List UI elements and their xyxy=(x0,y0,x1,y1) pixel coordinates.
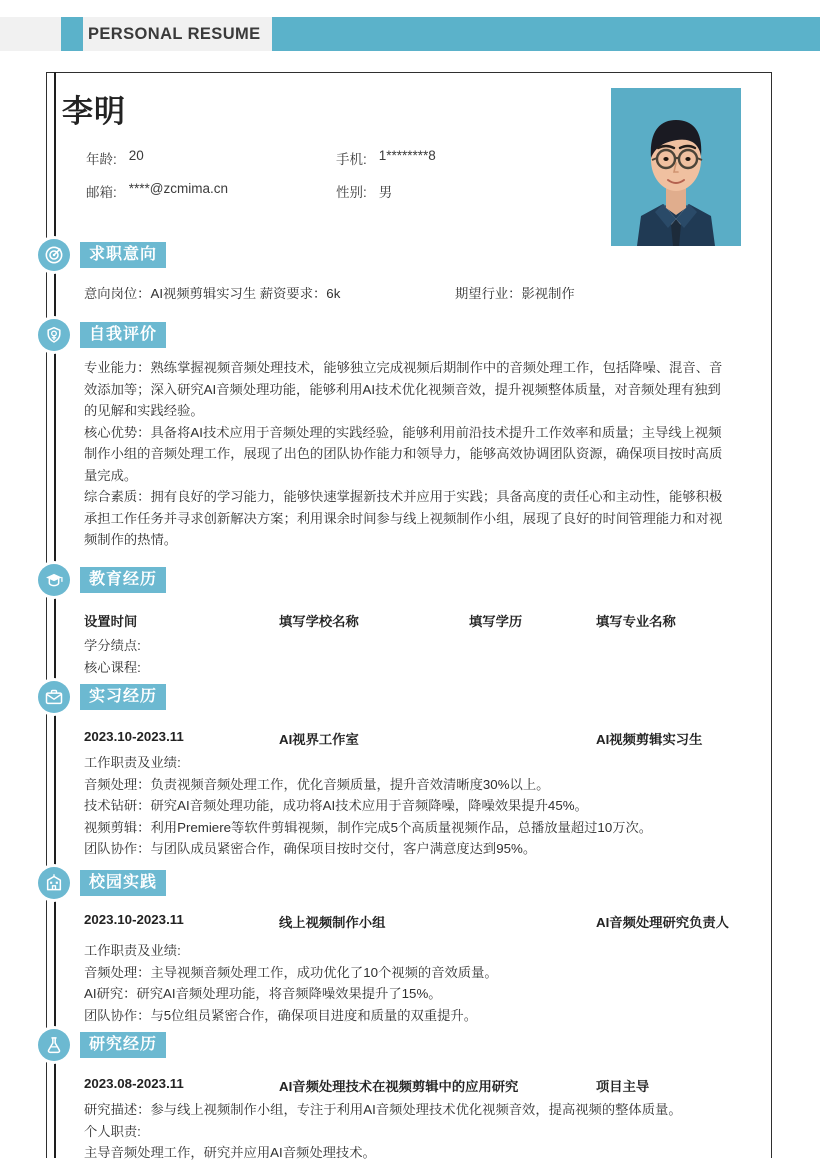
briefcase-icon xyxy=(38,681,70,713)
section-self-evaluation xyxy=(0,319,820,353)
section-title-campus: 校园实践 xyxy=(80,870,166,896)
education-gpa-label: 学分绩点: xyxy=(84,638,141,653)
contact-value: 男 xyxy=(378,185,393,200)
self-evaluation-paragraph: 综合素质：拥有良好的学习能力，能够快速掌握新技术并应用于实践；具备高度的责任心和主动性，能够积极承担工作任务并寻求创新解决方案；利用课余时间参与线上视频制作小组，展现了良好的时间管理能力和对视频制作的热情。 xyxy=(84,489,723,547)
graduation-cap-icon xyxy=(38,564,70,596)
internship-period: 2023.10-2023.11 xyxy=(84,729,184,744)
section-title-self-evaluation: 自我评价 xyxy=(80,322,166,348)
section-title-education: 教育经历 xyxy=(80,567,166,593)
contact-field-age xyxy=(86,148,336,168)
banner-accent-right xyxy=(272,17,820,51)
section-research xyxy=(0,1029,820,1063)
education-column-major: 填写专业名称 xyxy=(596,614,676,629)
top-banner xyxy=(0,17,820,51)
section-campus xyxy=(0,867,820,901)
objective-line-left: 意向岗位：AI视频剪辑实习生 薪资要求：6k xyxy=(84,286,341,301)
self-evaluation-paragraph: 核心优势：具备将AI技术应用于音频处理的实践经验，能够利用前沿技术提升工作效率和质量；主导线上视频制作小组的音频处理工作，展现了出色的团队协作能力和领导力，能够高效协调团队资源，确保项目按时高质量完成。 xyxy=(84,424,723,483)
internship-line: 技术钻研：研究AI音频处理功能，成功将AI技术应用于音频降噪，降噪效果提升45%。 xyxy=(84,798,588,813)
internship-line: 视频剪辑：利用Premiere等软件剪辑视频，制作完成5个高质量视频作品，总播放量超过10万次。 xyxy=(84,819,653,835)
research-role: 项目主导 xyxy=(596,1079,650,1094)
contact-field-gender xyxy=(336,181,392,201)
school-building-icon xyxy=(38,867,70,899)
campus-entry-header xyxy=(84,912,736,932)
research-org: AI音频处理技术在视频剪辑中的应用研究 xyxy=(279,1079,519,1094)
contact-row xyxy=(86,181,556,201)
campus-role: AI音频处理研究负责人 xyxy=(596,915,729,930)
contact-label: 邮箱: xyxy=(86,185,117,200)
campus-line: AI研究：研究AI音频处理功能，将音频降噪效果提升了15%。 xyxy=(84,986,442,1001)
section-title-research: 研究经历 xyxy=(80,1032,166,1058)
section-objective xyxy=(0,239,820,273)
research-body xyxy=(84,1099,732,1164)
internship-body xyxy=(84,752,732,860)
objective-line-right: 期望行业：影视制作 xyxy=(455,286,575,301)
campus-org: 线上视频制作小组 xyxy=(279,915,386,930)
section-internship xyxy=(0,681,820,715)
contact-label: 手机: xyxy=(336,152,367,167)
education-column-degree: 填写学历 xyxy=(469,614,523,629)
internship-entry-header xyxy=(84,729,736,749)
education-column-school: 填写学校名称 xyxy=(279,614,359,629)
contact-info xyxy=(86,148,556,214)
banner-title: PERSONAL RESUME xyxy=(88,25,261,43)
education-column-time: 设置时间 xyxy=(84,614,138,629)
research-line: 个人职责: xyxy=(84,1123,141,1139)
self-evaluation-paragraph: 专业能力：熟练掌握视频音频处理技术，能够独立完成视频后期制作中的音频处理工作，包括降噪、混音、音效添加等；深入研究AI音频处理功能，能够利用AI技术优化视频音效，提升视频整体质量，对音频处理有独到的见解和实践经验。 xyxy=(84,360,723,418)
self-evaluation-body xyxy=(84,357,732,551)
campus-line: 音频处理：主导视频音频处理工作，成功优化了10个视频的音效质量。 xyxy=(84,964,498,980)
contact-field-phone xyxy=(336,148,436,168)
section-title-objective: 求职意向 xyxy=(80,242,166,268)
page-title: 李明 xyxy=(62,94,126,129)
section-education xyxy=(0,564,820,598)
research-line: 研究描述：参与线上视频制作小组，专注于利用AI音频处理技术优化视频音效，提高视频的整体质量。 xyxy=(84,1102,682,1117)
contact-row xyxy=(86,148,556,168)
internship-line: 工作职责及业绩: xyxy=(84,755,181,770)
contact-value: ****@zcmima.cn xyxy=(128,181,228,196)
internship-org: AI视界工作室 xyxy=(279,732,359,747)
banner-accent-left xyxy=(61,17,83,51)
internship-line: 团队协作：与团队成员紧密合作，确保项目按时交付，客户满意度达到95%。 xyxy=(84,841,537,856)
education-table-header xyxy=(84,611,736,631)
research-entry-header xyxy=(84,1076,736,1096)
contact-value: 1********8 xyxy=(378,148,436,163)
campus-line: 团队协作：与5位组员紧密合作，确保项目进度和质量的双重提升。 xyxy=(84,1007,478,1023)
avatar xyxy=(611,88,741,246)
timeline-rail xyxy=(54,72,56,1158)
education-courses-label: 核心课程: xyxy=(84,660,141,675)
contact-label: 性别: xyxy=(336,185,367,200)
flask-icon xyxy=(38,1029,70,1061)
contact-label: 年龄: xyxy=(86,152,117,167)
shield-icon xyxy=(38,319,70,351)
campus-body xyxy=(84,940,732,1026)
research-line: 主导音频处理工作，研究并应用AI音频处理技术。 xyxy=(84,1145,376,1160)
internship-role: AI视频剪辑实习生 xyxy=(596,732,703,747)
internship-line: 音频处理：负责视频音频处理工作，优化音频质量，提升音效清晰度30%以上。 xyxy=(84,776,550,792)
section-title-internship: 实习经历 xyxy=(80,684,166,710)
contact-value: 20 xyxy=(128,148,144,163)
contact-field-email xyxy=(86,181,336,201)
target-icon xyxy=(38,239,70,271)
campus-period: 2023.10-2023.11 xyxy=(84,912,184,927)
research-period: 2023.08-2023.11 xyxy=(84,1076,184,1091)
campus-line: 工作职责及业绩: xyxy=(84,943,181,958)
